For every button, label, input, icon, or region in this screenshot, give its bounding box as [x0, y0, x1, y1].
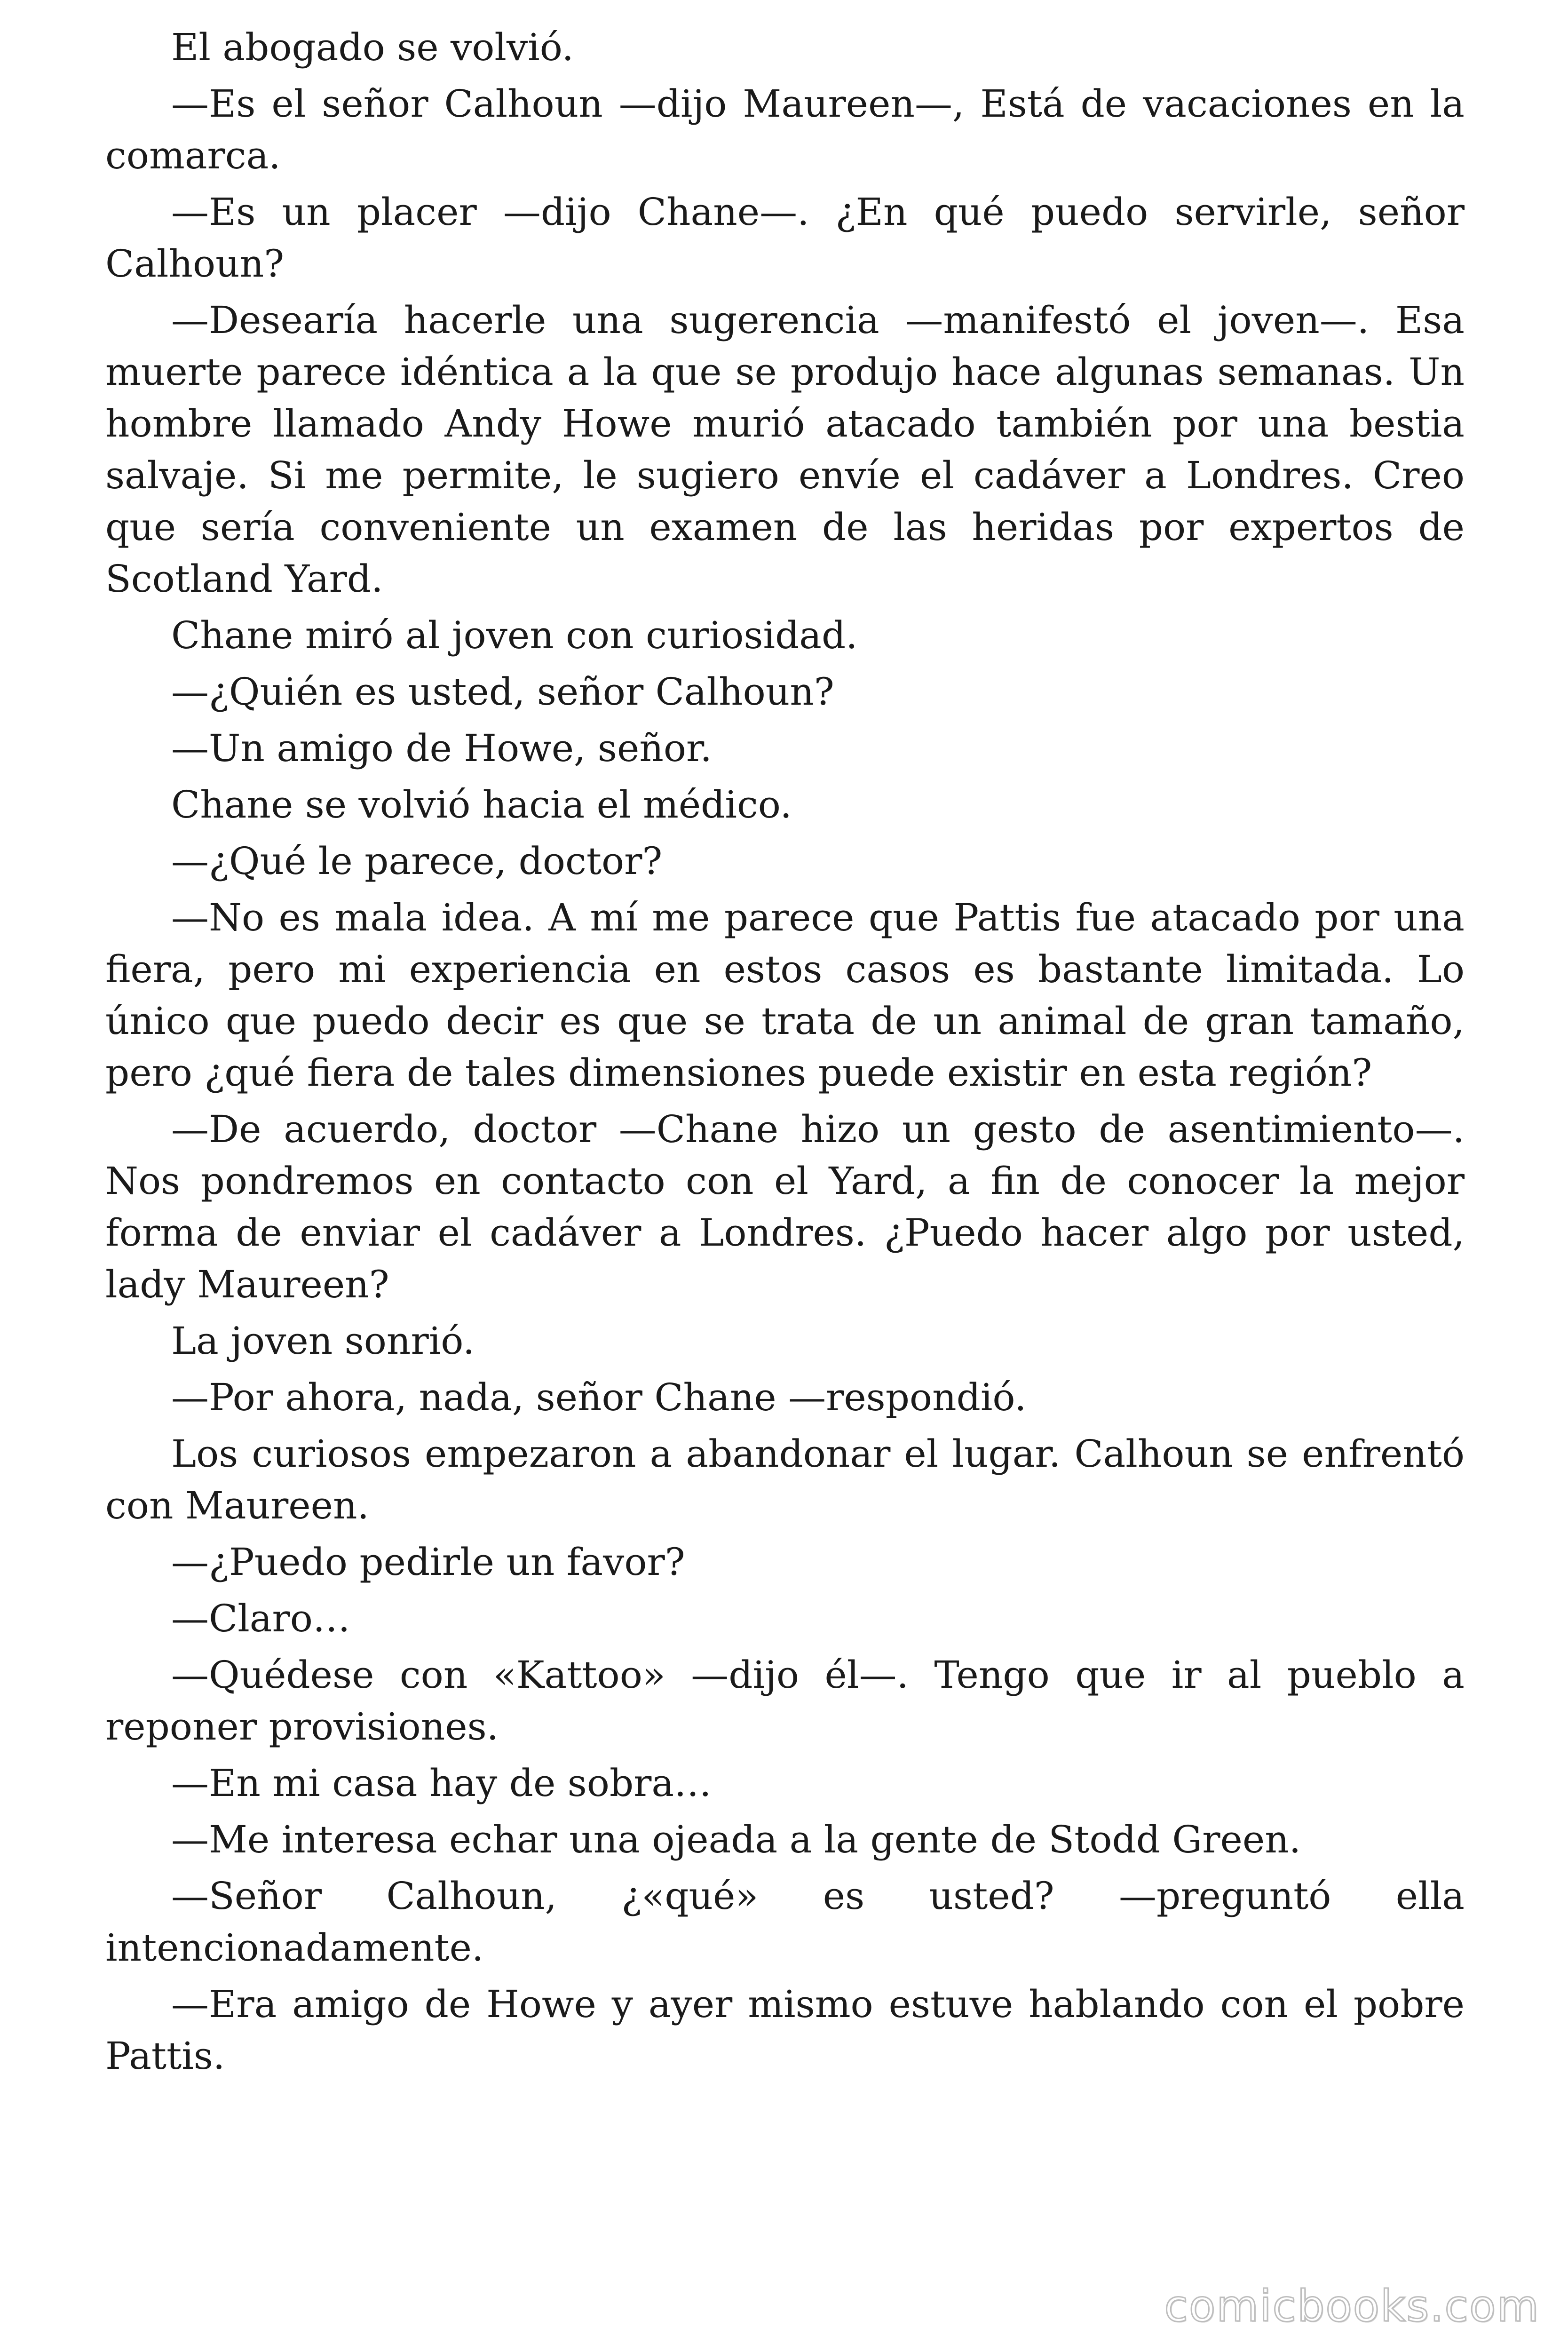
paragraph: —Es el señor Calhoun —dijo Maureen—, Está de vacaciones en la comarca.: [105, 82, 1465, 177]
paragraph: Chane miró al joven con curiosidad.: [171, 613, 858, 657]
paragraph: —Quédese con «Kattoo» —dijo él—. Tengo que ir al pueblo a reponer provisiones.: [105, 1653, 1465, 1748]
paragraph: —Un amigo de Howe, señor.: [171, 726, 712, 770]
paragraph: —Señor Calhoun, ¿«qué» es usted? —preguntó ella intencionadamente.: [105, 1874, 1465, 1970]
paragraph: —Desearía hacerle una sugerencia —manifestó el joven—. Esa muerte parece idéntica a la que se produjo hace algunas semanas. Un hombre llamado Andy Howe murió atacado también por una bestia salvaje. Si me permite, le sugiero envíe el cadáver a Londres. Creo que sería conveniente un examen de las heridas por expertos de Scotland Yard.: [105, 298, 1465, 601]
paragraph: —¿Puedo pedirle un favor?: [171, 1540, 685, 1584]
paragraph: —De acuerdo, doctor —Chane hizo un gesto de asentimiento—. Nos pondremos en contacto con el Yard, a fin de conocer la mejor forma de enviar el cadáver a Londres. ¿Puedo hacer algo por usted, lady Maureen?: [105, 1107, 1465, 1306]
paragraph: —Claro…: [171, 1597, 350, 1640]
paragraph: La joven sonrió.: [171, 1319, 475, 1363]
paragraph: El abogado se volvió.: [171, 25, 574, 69]
paragraph: —¿Qué le parece, doctor?: [171, 839, 663, 883]
watermark: comicbooks.com: [1164, 2281, 1540, 2331]
paragraph: Los curiosos empezaron a abandonar el lugar. Calhoun se enfrentó con Maureen.: [105, 1432, 1465, 1527]
paragraph: —En mi casa hay de sobra…: [171, 1761, 712, 1805]
paragraph: —Era amigo de Howe y ayer mismo estuve hablando con el pobre Pattis.: [105, 1982, 1465, 2078]
paragraph: —Por ahora, nada, señor Chane —respondió.: [171, 1375, 1027, 1419]
paragraph: —Me interesa echar una ojeada a la gente de Stodd Green.: [171, 1818, 1301, 1861]
paragraph: —Es un placer —dijo Chane—. ¿En qué puedo servirle, señor Calhoun?: [105, 190, 1465, 286]
book-page: [105, 22, 1465, 2233]
paragraph: —¿Quién es usted, señor Calhoun?: [171, 670, 834, 714]
paragraph: —No es mala idea. A mí me parece que Pattis fue atacado por una fiera, pero mi experiencia en estos casos es bastante limitada. Lo único que puedo decir es que se trata de un animal de gran tamaño, pero ¿qué fiera de tales dimensiones puede existir en esta región?: [105, 896, 1465, 1095]
paragraph: Chane se volvió hacia el médico.: [171, 783, 792, 826]
